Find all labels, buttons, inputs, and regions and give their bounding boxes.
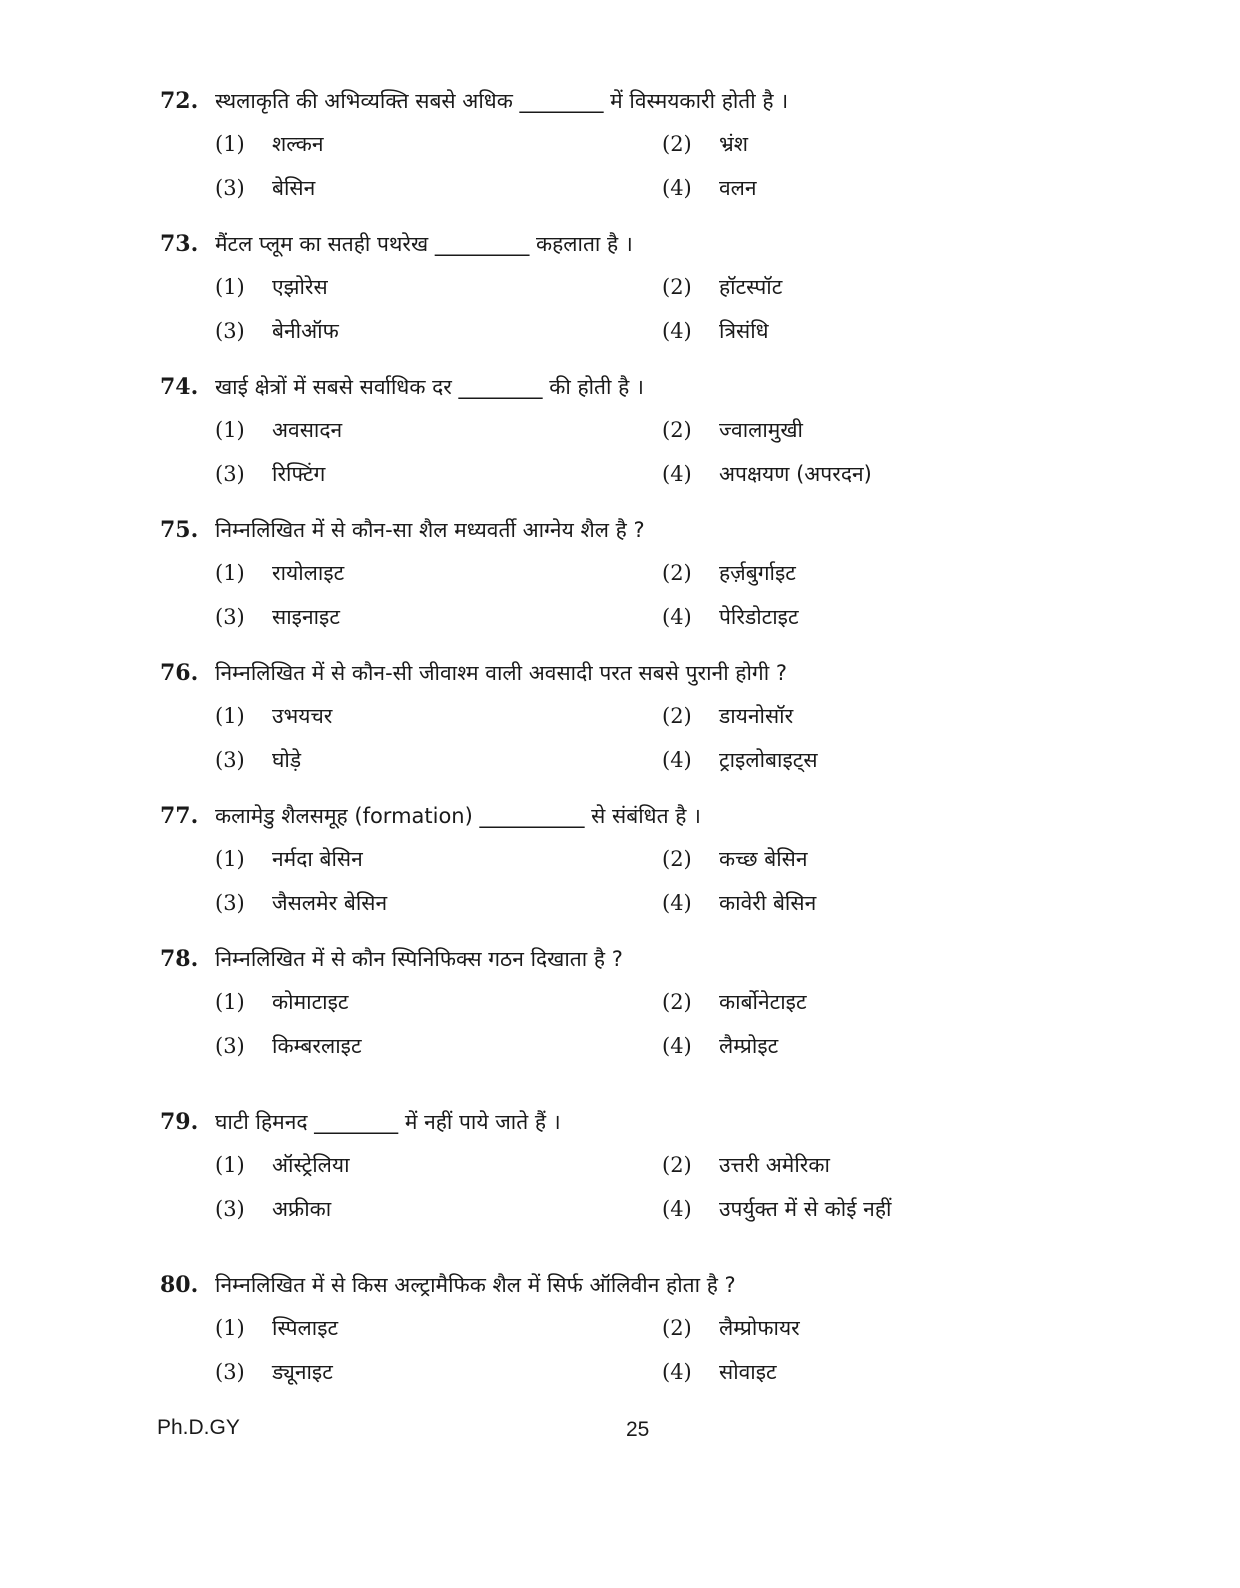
question-text: निम्नलिखित में से किस अल्ट्रामैफिक शैल में सिर्फ ऑलिवीन होता है ? xyxy=(215,1273,736,1297)
question-text: कलामेडु शैलसमूह (formation) __________ से संबंधित है । xyxy=(215,804,702,828)
option-3: (3) ड्यूनाइट xyxy=(215,1360,333,1384)
question-text: मैंटल प्लूम का सतही पथरेख _________ कहलाता है । xyxy=(215,232,633,256)
option-4: (4) त्रिसंधि xyxy=(662,319,769,343)
options-grid xyxy=(215,272,920,346)
option-2: (2) कार्बोनेटाइट xyxy=(662,990,807,1014)
question-number: 73. xyxy=(160,231,199,257)
option-2: (2) हर्ज़बुर्गाइट xyxy=(662,561,796,585)
question-text: निम्नलिखित में से कौन स्पिनिफिक्स गठन दिखाता है ? xyxy=(215,947,623,971)
option-3: (3) जैसलमेर बेसिन xyxy=(215,891,388,915)
options-grid xyxy=(215,844,920,918)
option-1: (1) अवसादन xyxy=(215,418,343,442)
option-4: (4) पेरिडोटाइट xyxy=(662,605,799,629)
option-4: (4) उपर्युक्त में से कोई नहीं xyxy=(662,1197,892,1221)
question-75 xyxy=(160,515,920,632)
question-73 xyxy=(160,229,920,346)
option-1: (1) उभयचर xyxy=(215,704,333,728)
question-76 xyxy=(160,658,920,775)
option-2: (2) हॉटस्पॉट xyxy=(662,275,783,299)
options-grid xyxy=(215,701,920,775)
option-1: (1) नर्मदा बेसिन xyxy=(215,847,363,871)
option-2: (2) भ्रंश xyxy=(662,132,749,156)
options-grid xyxy=(215,1313,920,1387)
question-number: 80. xyxy=(160,1272,199,1298)
option-2: (2) लैम्प्रोफायर xyxy=(662,1316,800,1340)
paper-code: Ph.D.GY xyxy=(157,1416,240,1439)
option-3: (3) किम्बरलाइट xyxy=(215,1034,362,1058)
option-1: (1) एझोरेस xyxy=(215,275,328,299)
option-1: (1) कोमाटाइट xyxy=(215,990,349,1014)
option-1: (1) स्पिलाइट xyxy=(215,1316,339,1340)
question-text: खाई क्षेत्रों में सबसे सर्वाधिक दर ________ की होती है । xyxy=(215,375,644,399)
options-grid xyxy=(215,129,920,203)
option-2: (2) ज्वालामुखी xyxy=(662,418,803,442)
options-grid xyxy=(215,987,920,1061)
question-80 xyxy=(160,1270,920,1387)
option-4: (4) कावेरी बेसिन xyxy=(662,891,817,915)
option-3: (3) घोड़े xyxy=(215,748,302,772)
question-number: 74. xyxy=(160,374,199,400)
options-grid xyxy=(215,1150,920,1224)
question-79 xyxy=(160,1107,920,1224)
option-1: (1) शल्कन xyxy=(215,132,324,156)
option-3: (3) बेसिन xyxy=(215,176,316,200)
question-number: 72. xyxy=(160,88,199,114)
question-text: निम्नलिखित में से कौन-सा शैल मध्यवर्ती आग्नेय शैल है ? xyxy=(215,518,645,542)
option-4: (4) वलन xyxy=(662,176,757,200)
question-72 xyxy=(160,86,920,203)
page-number: 25 xyxy=(626,1418,650,1441)
question-text: निम्नलिखित में से कौन-सी जीवाश्म वाली अवसादी परत सबसे पुरानी होगी ? xyxy=(215,661,787,685)
question-number: 75. xyxy=(160,517,199,543)
question-number: 78. xyxy=(160,946,199,972)
option-2: (2) उत्तरी अमेरिका xyxy=(662,1153,830,1177)
question-74 xyxy=(160,372,920,489)
question-number: 79. xyxy=(160,1109,199,1135)
question-text: स्थलाकृति की अभिव्यक्ति सबसे अधिक ________ में विस्मयकारी होती है । xyxy=(215,89,789,113)
options-grid xyxy=(215,415,920,489)
option-1: (1) रायोलाइट xyxy=(215,561,345,585)
option-3: (3) बेनीऑफ xyxy=(215,319,339,343)
question-number: 76. xyxy=(160,660,199,686)
question-text: घाटी हिमनद ________ में नहीं पाये जाते हैं । xyxy=(215,1110,561,1134)
option-3: (3) रिफ्टिंग xyxy=(215,462,326,486)
option-4: (4) ट्राइलोबाइट्स xyxy=(662,748,818,772)
option-1: (1) ऑस्ट्रेलिया xyxy=(215,1153,350,1177)
options-grid xyxy=(215,558,920,632)
option-2: (2) कच्छ बेसिन xyxy=(662,847,808,871)
option-4: (4) लैम्प्रोइट xyxy=(662,1034,779,1058)
option-2: (2) डायनोसॉर xyxy=(662,704,794,728)
question-77 xyxy=(160,801,920,918)
question-78 xyxy=(160,944,920,1061)
option-3: (3) साइनाइट xyxy=(215,605,340,629)
option-4: (4) सोवाइट xyxy=(662,1360,777,1384)
question-number: 77. xyxy=(160,803,199,829)
option-3: (3) अफ्रीका xyxy=(215,1197,332,1221)
option-4: (4) अपक्षयण (अपरदन) xyxy=(662,462,872,486)
